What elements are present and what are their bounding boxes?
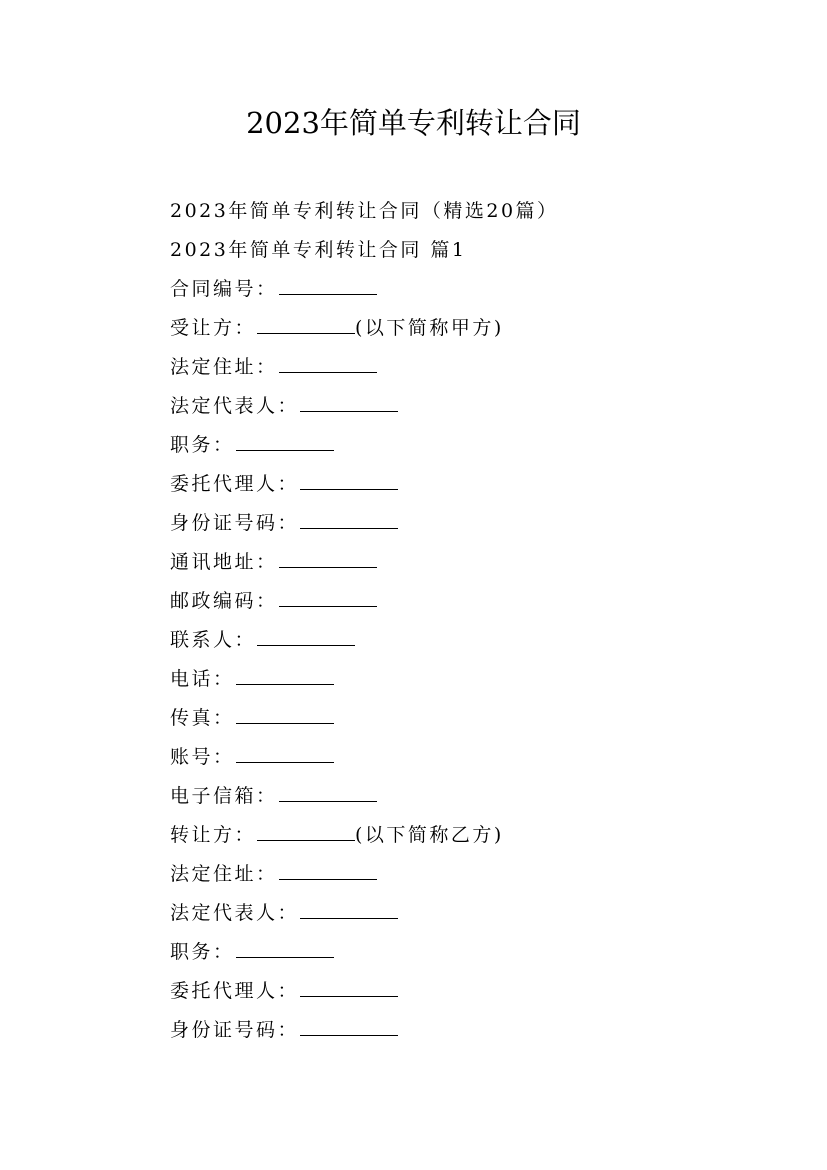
fill-in-blank[interactable] [300,394,398,412]
form-field-line [170,741,770,780]
document-body [170,195,770,1053]
form-field-line [170,1014,770,1053]
field-suffix: (以下简称乙方) [355,824,504,846]
fill-in-blank[interactable] [257,823,355,841]
fill-in-blank[interactable] [257,316,355,334]
field-label: 法定住址： [170,863,278,885]
fill-in-blank[interactable] [279,862,377,880]
form-field-line [170,936,770,975]
form-field-line [170,819,770,858]
form-field-line [170,273,770,312]
field-label: 电话： [170,668,235,690]
field-label: 转让方： [170,824,257,846]
fill-in-blank[interactable] [300,1018,398,1036]
fill-in-blank[interactable] [279,277,377,295]
text-line [170,234,770,273]
form-field-line [170,897,770,936]
form-field-line [170,546,770,585]
field-label: 通讯地址： [170,551,278,573]
field-label: 职务： [170,434,235,456]
fill-in-blank[interactable] [279,550,377,568]
document-title: 2023年简单专利转让合同 [246,106,581,140]
field-label: 受让方： [170,317,257,339]
fill-in-blank[interactable] [300,511,398,529]
form-field-line [170,468,770,507]
form-field-line [170,663,770,702]
field-label: 身份证号码： [170,1019,300,1041]
field-label: 委托代理人： [170,980,300,1002]
form-field-line [170,585,770,624]
fill-in-blank[interactable] [257,628,355,646]
fill-in-blank[interactable] [300,979,398,997]
form-field-line [170,429,770,468]
field-label: 传真： [170,707,235,729]
field-label: 身份证号码： [170,512,300,534]
line-text: 2023年简单专利转让合同 篇1 [170,239,467,261]
field-label: 账号： [170,746,235,768]
field-label: 合同编号： [170,278,278,300]
fill-in-blank[interactable] [236,706,334,724]
form-field-line [170,624,770,663]
fill-in-blank[interactable] [236,940,334,958]
fill-in-blank[interactable] [279,589,377,607]
fill-in-blank[interactable] [279,355,377,373]
fill-in-blank[interactable] [279,784,377,802]
field-label: 联系人： [170,629,257,651]
field-label: 法定代表人： [170,395,300,417]
form-field-line [170,975,770,1014]
fill-in-blank[interactable] [236,433,334,451]
fill-in-blank[interactable] [236,745,334,763]
field-label: 法定住址： [170,356,278,378]
field-label: 职务： [170,941,235,963]
form-field-line [170,702,770,741]
form-field-line [170,507,770,546]
form-field-line [170,858,770,897]
text-line [170,195,770,234]
field-suffix: (以下简称甲方) [355,317,504,339]
field-label: 邮政编码： [170,590,278,612]
form-field-line [170,390,770,429]
form-field-line [170,780,770,819]
line-text: 2023年简单专利转让合同（精选20篇） [170,200,559,222]
field-label: 法定代表人： [170,902,300,924]
fill-in-blank[interactable] [300,472,398,490]
fill-in-blank[interactable] [300,901,398,919]
form-field-line [170,312,770,351]
field-label: 电子信箱： [170,785,278,807]
field-label: 委托代理人： [170,473,300,495]
form-field-line [170,351,770,390]
fill-in-blank[interactable] [236,667,334,685]
